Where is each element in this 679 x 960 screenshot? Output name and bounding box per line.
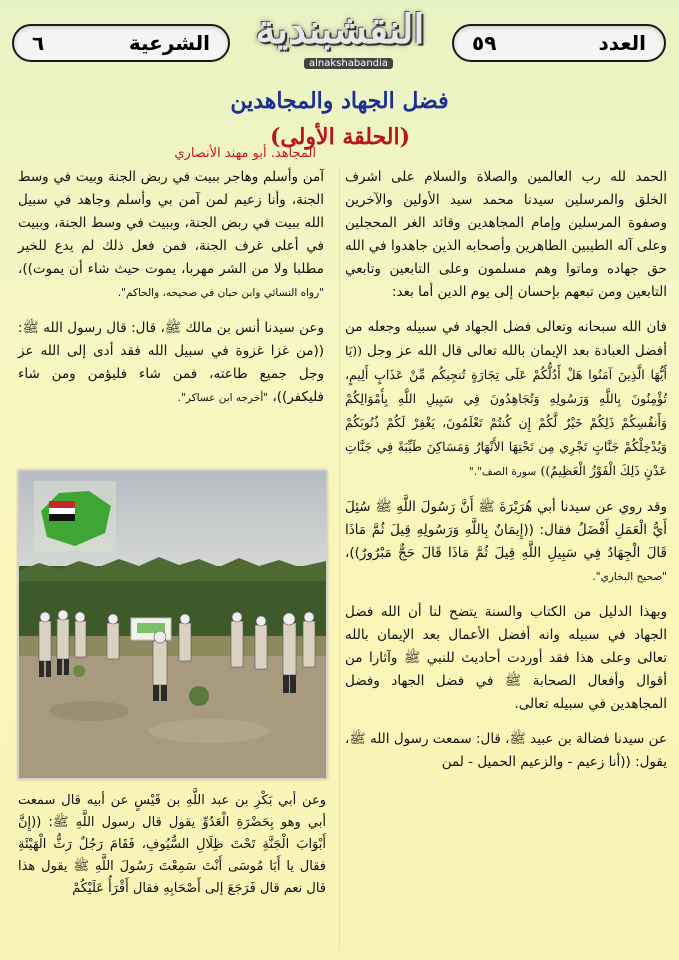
paragraph-text: آمن وأسلم وهاجر ببيت في ربض الجنة وبيت في وسط الجنة، وأنا زعيم لمن آمن بي وأسلم وجاهد في سبيل الله ببيت في ربض الجنة، وببيت في وسط الجنة، وببيت في أعلى غرف الجنة، فمن فعل ذلك لم يدع للخير مطلبا ولا من الشر مهربا، يموت حيث شاء أن يموت))،	[18, 169, 324, 277]
article-subtitle: (الحلقة الأولى)	[269, 124, 411, 150]
banner-emblem	[34, 481, 116, 551]
left-column-top	[18, 166, 324, 422]
paragraph-quran	[345, 316, 667, 484]
article-photo	[18, 470, 327, 779]
left-column-bottom	[18, 790, 326, 912]
source-citation: سورة الصف"."	[468, 466, 537, 478]
issue-label: العدد	[598, 31, 646, 55]
article-title: فضل الجهاد والمجاهدين	[230, 88, 449, 114]
paragraph-intro: الحمد لله رب العالمين والصلاة والسلام على اشرف الخلق والمرسلين سيدنا محمد سيد الأولين والآخرين وصفوة المرسلين وإمام المجاهدين وقائد الغر المحجلين وعلى آله الطيبين الطاهرين وأصحابه الذين جاهدوا في الله حق جهاده وماتوا وهم مسلمون وعلى التابعين وتابعي التابعين ومن تبعهم بإحسان إلى يوم الدين أما بعد:	[345, 169, 667, 300]
paragraph-text: وقد روي عن سيدنا أبي هُرَيْرَةَ ﷺ أَنَّ رَسُولَ اللَّهِ ﷺ سُئِلَ أَيُّ الْعَمَلِ أَفْضَلُ فقال: ((إِيمَانٌ بِاللَّهِ وَرَسُولِهِ قِيلَ ثُمَّ مَاذَا قَالَ الْجِهَادُ فِي سَبِيلِ اللَّهِ قِيلَ ثُمَّ مَاذَا قَالَ حَجٌّ مَبْرُورٌ))،	[345, 499, 667, 561]
paragraph-evidence: وبهذا الدليل من الكتاب والسنة يتضح لنا أن الله فضل الجهاد في سبيله وانه أفضل الأعمال بعد الإيمان بالله تعالى وعلى هذا فقد أوردت أحاديث للنبي ﷺ وآثارا من أقوال وأفعال الصحابة ﷺ في فضل الجهاد وفضل المجاهدين في سبيله تعالى.	[345, 604, 667, 712]
column-divider	[339, 170, 340, 950]
source-citation: "رواه النسائي وابن حبان في صحيحه، والحاكم".	[117, 287, 324, 299]
paragraph-text: فان الله سبحانه وتعالى فضل الجهاد في سبيله وجعله من أفضل العبادة بعد الإيمان بالله تعالى قال الله عز وجل	[345, 319, 668, 359]
shrub	[189, 686, 209, 706]
paragraph-continued	[18, 166, 324, 305]
logo-title: النقشبندية	[255, 6, 425, 53]
paragraph-anas	[18, 317, 324, 410]
right-column	[345, 166, 667, 786]
paragraph-text: وعن سيدنا أنس بن مالك ﷺ، قال: قال رسول الله ﷺ: ((من غزا غزوة في سبيل الله فقد أدى إلى الله عز وجل جميع طاعته، فمن شاء فليؤمن ومن شاء فليكفر))،	[18, 320, 324, 405]
source-citation: "صحيح البخاري".	[592, 571, 667, 583]
issue-number: ٥٩	[472, 31, 497, 55]
section-label: الشرعية	[128, 31, 210, 55]
page-number: ٦	[32, 31, 45, 55]
logo-url: alnakshabandia	[304, 58, 393, 69]
magazine-logo	[240, 4, 440, 74]
paragraph-abu-bakr: وعن أبي بَكْرِ بن عبد اللَّهِ بن قَيْسٍ عن أبيه قال سمعت أبي وهو بِحَضْرَةِ الْعَدُوِّ يقول قال رسول اللَّهِ ﷺ: ((إِنَّ أَبْوَابَ الْجَنَّةِ تَحْتَ ظِلَالِ السُّيُوفِ، فَقَامَ رَجُلٌ رَثُّ الْهَيْئَةِ فقال يا أَبَا مُوسَى أَنْتَ سَمِعْتَ رَسُولَ اللَّهِ ﷺ يقول هذا قال نعم قال فَرَجَعَ إلى أَصْحَابِهِ فقال أَقْرَأُ عَلَيْكُمْ	[18, 793, 326, 896]
quran-verse: ((يَا أَيُّهَا الَّذِينَ آمَنُوا هَلْ أَدُلُّكُمْ عَلَى تِجَارَةٍ تُنجِيكُم مِّنْ عَذَابٍ أَلِيمٍ، تُؤْمِنُونَ بِاللَّهِ وَرَسُولِهِ وَتُجَاهِدُونَ فِي سَبِيلِ اللَّهِ بِأَمْوَالِكُمْ وَأَنفُسِكُمْ ذَلِكُمْ خَيْرٌ لَّكُمْ إِن كُنتُمْ تَعْلَمُونَ، يَغْفِرْ لَكُمْ ذُنُوبَكُمْ وَيُدْخِلْكُمْ جَنَّاتٍ تَجْرِي مِن تَحْتِهَا الأَنْهَارُ وَمَسَاكِنَ طَيِّبَةً فِي جَنَّاتِ عَدْنٍ ذَلِكَ الْفَوْزُ الْعَظِيمُ))	[345, 343, 667, 478]
paragraph-hadith	[345, 496, 667, 589]
photo-illustration	[19, 471, 326, 778]
article-author: المجاهد. أبو مهند الأنصاري	[174, 146, 316, 161]
issue-pill	[452, 24, 666, 62]
source-citation: "أخرجه ابن عساكر".	[177, 392, 269, 404]
paragraph-fadala: عن سيدنا فضالة بن عبيد ﷺ، قال: سمعت رسول الله ﷺ، يقول: ((أنا زعيم - والزعيم الحميل - لمن	[345, 731, 667, 770]
section-pill	[12, 24, 230, 62]
